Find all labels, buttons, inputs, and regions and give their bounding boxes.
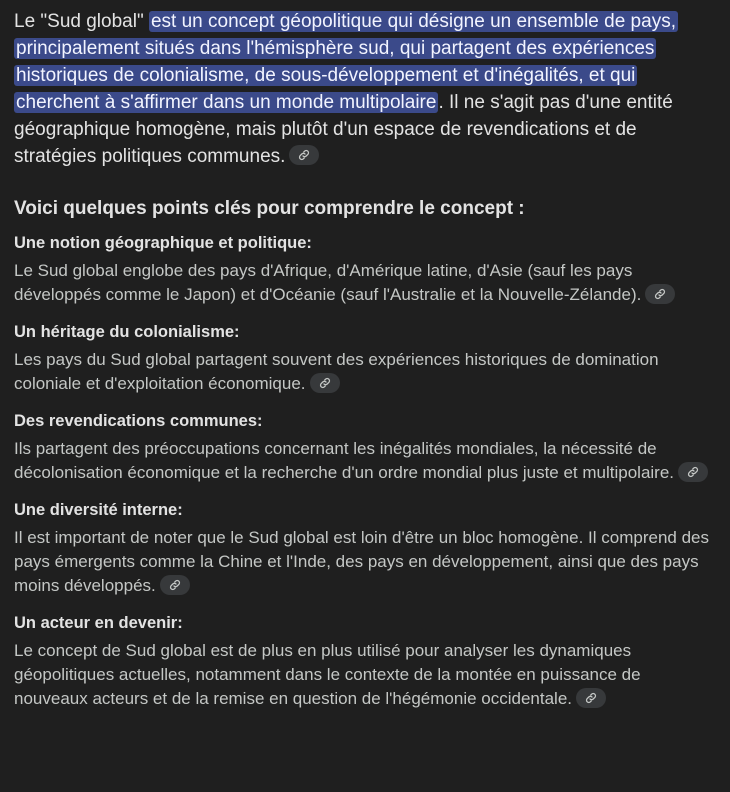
section-heading: Voici quelques points clés pour comprendre le concept : [14, 198, 525, 219]
source-link-chip[interactable] [160, 575, 190, 595]
list-item [14, 410, 716, 485]
link-icon [585, 692, 597, 704]
item-text-content: Les pays du Sud global partagent souvent des expériences historiques de domination coloniale et d'exploitation économique. [14, 350, 659, 393]
item-text [14, 348, 716, 396]
list-item [14, 612, 716, 711]
source-link-chip[interactable] [576, 688, 606, 708]
source-link-chip[interactable] [310, 373, 340, 393]
link-icon [687, 466, 699, 478]
item-title: Une diversité interne: [14, 501, 183, 519]
link-icon [319, 377, 331, 389]
intro-pre-text: Le "Sud global" [14, 11, 144, 32]
link-icon [298, 149, 310, 161]
item-title: Une notion géographique et politique: [14, 234, 312, 252]
item-text [14, 639, 716, 711]
item-text-content: Ils partagent des préoccupations concernant les inégalités mondiales, la nécessité de décolonisation économique et la recherche d'un ordre mondial plus juste et multipolaire. [14, 439, 675, 482]
source-link-chip[interactable] [645, 284, 675, 304]
source-link-chip[interactable] [289, 145, 319, 165]
item-text-content: Le Sud global englobe des pays d'Afrique, d'Amérique latine, d'Asie (sauf les pays développés comme le Japon) et d'Océanie (sauf l'Australie et la Nouvelle-Zélande). [14, 261, 642, 304]
item-title: Des revendications communes: [14, 412, 263, 430]
selected-text[interactable]: est un concept géopolitique qui désigne un ensemble de pays, principalement situés dans l'hémisphère sud, qui partagent des expériences historiques de colonialisme, de sous-développement et d'inégalités, et qui cherchent à s'affirmer dans un monde multipolaire [16, 11, 676, 113]
list-item [14, 499, 716, 598]
item-text [14, 259, 716, 307]
source-link-chip[interactable] [678, 462, 708, 482]
list-item [14, 232, 716, 307]
item-title: Un héritage du colonialisme: [14, 323, 240, 341]
item-text-content: Le concept de Sud global est de plus en plus utilisé pour analyser les dynamiques géopolitiques actuelles, notamment dans le contexte de la montée en puissance de nouveaux acteurs et de la remise en question de l'hégémonie occidentale. [14, 641, 641, 708]
link-icon [169, 579, 181, 591]
item-title: Un acteur en devenir: [14, 614, 183, 632]
list-item [14, 321, 716, 396]
item-text [14, 526, 716, 598]
link-icon [654, 288, 666, 300]
intro-paragraph [14, 8, 716, 170]
item-text [14, 437, 716, 485]
item-text-content: Il est important de noter que le Sud global est loin d'être un bloc homogène. Il comprend des pays émergents comme la Chine et l'Inde, des pays en développement, ainsi que des pays moins développés. [14, 528, 710, 595]
intro-post-text: . Il ne s'agit pas d'une entité géographique homogène, mais plutôt d'un espace de revendications et de stratégies politiques communes. [14, 92, 673, 167]
